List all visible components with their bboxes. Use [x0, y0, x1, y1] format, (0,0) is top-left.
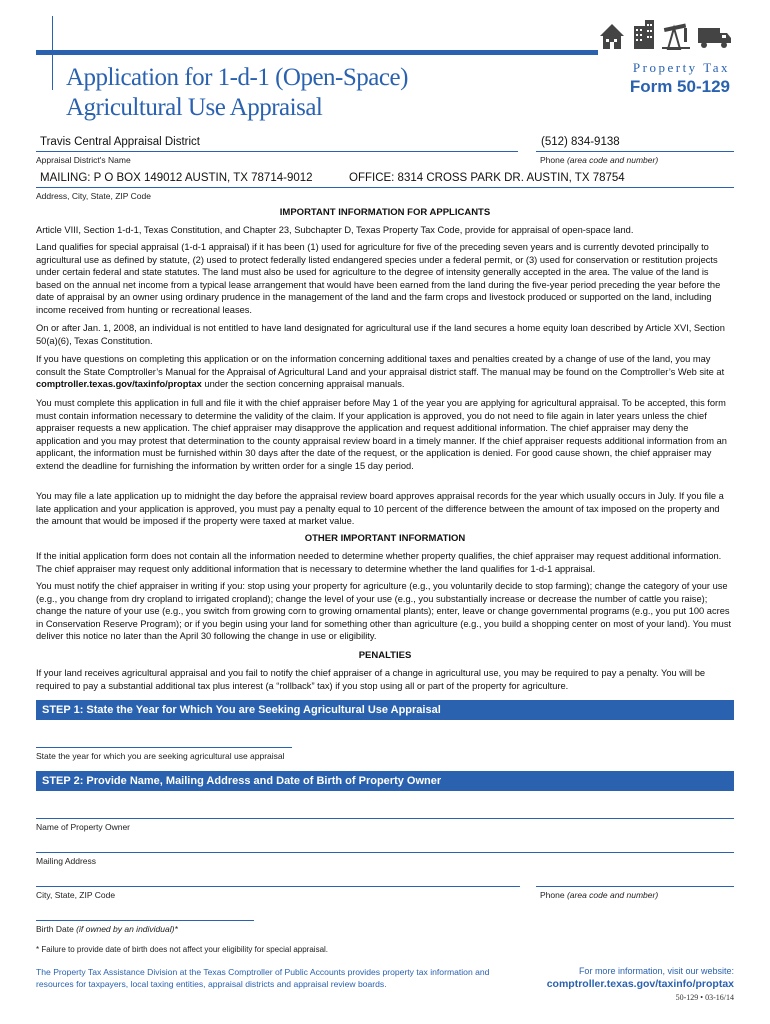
- oil-pump-icon: [662, 24, 690, 49]
- owner-phone-label: Phone (area code and number): [540, 890, 659, 900]
- mailing-address-input-line[interactable]: [36, 852, 734, 853]
- city-state-zip-label: City, State, ZIP Code: [36, 890, 116, 900]
- owner-name-input-line[interactable]: [36, 818, 734, 819]
- step2-header: STEP 2: Provide Name, Mailing Address and Date of Birth of Property Owner: [36, 771, 734, 791]
- city-state-zip-input-line[interactable]: [36, 886, 520, 887]
- header-icon-strip: [598, 16, 734, 52]
- district-phone-value[interactable]: (512) 834-9138: [541, 136, 620, 148]
- office-building-icon: [634, 20, 654, 49]
- birth-date-input-line[interactable]: [36, 920, 254, 921]
- info-paragraph-5: You must complete this application in full and file it with the chief appraiser before May 1 of the year you are applying for agricultural appraisal. To be accepted, this form must contain information necessary to determine the validity of the claim. If your application is approved, you do not need to file again in later years unless the chief appraiser requests a new application. The chief appraiser may disapprove the application and request additional information. The chief appraiser may deny the application and you may protest that determination to the county appraisal review board in a timely manner. If the chief appraiser requests additional information from an applicant, the information must be furnished within 30 days after the date of the request, or the application is denied. For good cause shown, the chief appraiser may extend the deadline for furnishing the information by written order for a single 15 day period.: [36, 398, 727, 471]
- district-address-label: Address, City, State, ZIP Code: [36, 191, 151, 201]
- district-address-line: [36, 187, 734, 188]
- other-paragraph-2: You must notify the chief appraiser in writing if you: stop using your property for agriculture (e.g., you voluntarily decide to stop farming); change the category of your use (e.g., you change from dry cropland to irrigated cropland); change the level of your use (e.g., you substantially increase or decrease the number of cattle you raise); change the nature of your use (e.g., you switch from growing corn to growing ornamental plants); enter, leave or change governmental programs (e.g., you put 100 acres in Conservation Reserve Program); or if you begin using your land for something other than agriculture (e.g., you build a shopping center on most of your land). You must deliver this notice no later than the April 30 following the change in use or eligibility.: [36, 581, 732, 641]
- other-paragraph-1: If the initial application form does not contain all the information needed to determine whether property qualifies, the chief appraiser may request additional information. The chief appraiser may request only additional information that is necessary to determine whether the land qualifies for 1-d-1 appraisal.: [36, 551, 722, 574]
- comptroller-link[interactable]: comptroller.texas.gov/taxinfo/proptax: [36, 379, 202, 389]
- info-paragraph-4: If you have questions on completing this application or on the information concerning additional taxes and penalties created by a change of use of the land, you may consult the State Comptroller’s Manual for the Appraisal of Agricultural Land and your appraisal district staff. The manual may be found on the Comptroller’s Web site at comptroller.texas.gov/taxinfo/proptax under the section concerning appraisal manuals.: [36, 354, 725, 389]
- birth-date-label: Birth Date (if owned by an individual)*: [36, 924, 178, 934]
- mailing-address-label: Mailing Address: [36, 856, 97, 866]
- form-title-line1: Application for 1-d-1 (Open-Space): [66, 64, 408, 91]
- other-info-heading: OTHER IMPORTANT INFORMATION: [304, 533, 466, 544]
- penalties-heading: PENALTIES: [358, 650, 412, 661]
- info-paragraph-6: You may file a late application up to midnight the day before the appraisal review board approves appraisal records for the year which usually occurs in July. If you file a late application and your application is approved, you must pay a penalty equal to 10 percent of the difference between the amount of tax imposed on the property and the amount that would be imposed if the property were taxed at market value.: [36, 491, 724, 526]
- delivery-truck-icon: [698, 28, 731, 48]
- year-label: State the year for which you are seeking agricultural use appraisal: [36, 751, 285, 761]
- birth-date-footnote: * Failure to provide date of birth does not affect your eligibility for special appraisal.: [36, 945, 329, 954]
- district-office-value[interactable]: OFFICE: 8314 CROSS PARK DR. AUSTIN, TX 78754: [349, 172, 625, 184]
- year-input-line[interactable]: [36, 747, 292, 748]
- owner-name-label: Name of Property Owner: [36, 822, 131, 832]
- district-phone-line: [536, 151, 734, 152]
- district-mailing-value[interactable]: MAILING: P O BOX 149012 AUSTIN, TX 78714-9012: [40, 172, 313, 184]
- footer-description: The Property Tax Assistance Division at the Texas Comptroller of Public Accounts provides property tax information and resources for taxpayers, local taxing entities, appraisal districts and appraisal review boards.: [36, 967, 490, 989]
- form-title-line2: Agricultural Use Appraisal: [66, 94, 323, 121]
- info-paragraph-3: On or after Jan. 1, 2008, an individual is not entitled to have land designated for agricultural use if the land secures a home equity loan described by Article XVI, Section 50(a)(6), Texas Constitution.: [36, 323, 725, 346]
- district-phone-label: Phone (area code and number): [540, 155, 659, 165]
- header-horizontal-rule: [36, 50, 598, 55]
- important-info-heading: IMPORTANT INFORMATION FOR APPLICANTS: [279, 207, 491, 218]
- info-paragraph-2: Land qualifies for special appraisal (1-d-1 appraisal) if it has been (1) used for agriculture for five of the preceding seven years and is currently devoted principally to agricultural use as defined by statute, (2) used to protect federally listed endangered species under a federal permit, or (3) used for conservation or restitution projects under certain federal and state statutes. The land must also be used for agriculture to the degree of intensity generally accepted in the area. The value of the land is based on the annual net income from a typical lease arrangement that would have been earned from the land during the five-year period preceding the year before the date of appraisal by an owner using ordinary prudence in the management of the land and the farm crops and livestock produced or supported on the land, including income received from hunting or recreational leases.: [36, 242, 721, 315]
- info-paragraph-1: Article VIII, Section 1-d-1, Texas Constitution, and Chapter 23, Subchapter D, Texas Property Tax Code, provide for appraisal of open-space land.: [36, 225, 634, 235]
- footer-form-code: 50-129 • 03-16/14: [675, 993, 734, 1002]
- district-name-line: [36, 151, 518, 152]
- house-icon: [600, 24, 624, 49]
- form-category: Property Tax: [632, 60, 730, 75]
- step1-header: STEP 1: State the Year for Which You are Seeking Agricultural Use Appraisal: [36, 700, 734, 720]
- form-number: Form 50-129: [629, 77, 730, 96]
- footer-more-info: For more information, visit our website:: [578, 966, 734, 976]
- district-name-value[interactable]: Travis Central Appraisal District: [40, 136, 200, 148]
- district-name-label: Appraisal District's Name: [36, 155, 131, 165]
- footer-website-link[interactable]: comptroller.texas.gov/taxinfo/proptax: [546, 978, 734, 990]
- owner-phone-input-line[interactable]: [536, 886, 734, 887]
- penalties-paragraph: If your land receives agricultural appraisal and you fail to notify the chief appraiser of a change in agricultural use, you may be required to pay a penalty. You will be required to pay a substantial additional tax plus interest (a “rollback” tax) if you stop using all or part of the property for agriculture.: [36, 668, 706, 691]
